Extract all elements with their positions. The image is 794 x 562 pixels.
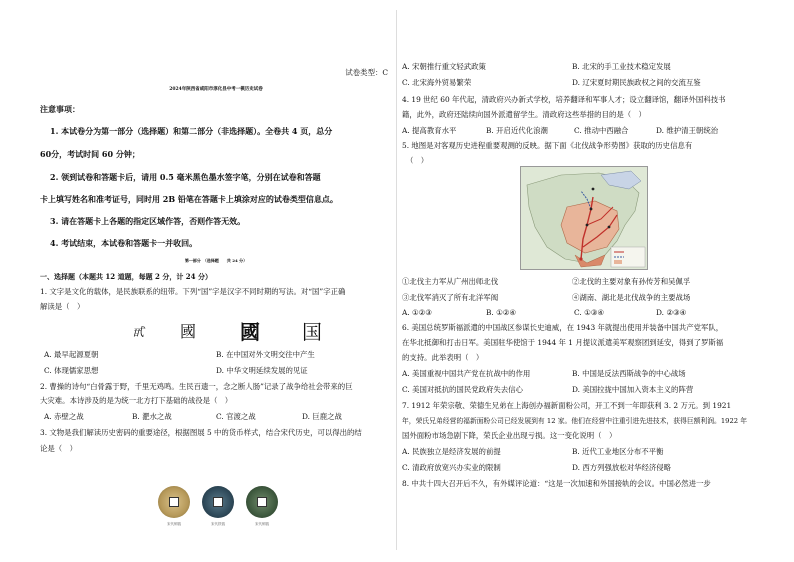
option: D. 中华文明延续发展的见证 <box>216 366 308 375</box>
coin-caption: 宋代铁钱 <box>211 522 225 526</box>
glyph-oracle: 甙 <box>132 325 145 339</box>
option: B. 北宋的手工业技术稳定发展 <box>572 62 671 71</box>
q5-stem: （ ） <box>406 156 429 165</box>
q7-stem: 年，荣氏兄弟经营的福新面粉公司已经发展到有 12 家。他们在经营中注重引进先进技术，获得巨额利润。1922 年 <box>402 417 748 425</box>
exam-title: 2024年陕西省咸阳市淳化县中考一模历史试卷 <box>169 87 263 92</box>
note-line: 3. 请在答题卡上各题的指定区域作答，否则作答无效。 <box>50 216 246 226</box>
q8-stem: 8. 中共十四大召开后不久，有外媒评论道：“这是一次加速和外国接轨的会议。中国必然进一步 <box>402 479 711 488</box>
option: D. ②③④ <box>656 308 687 317</box>
coin-caption: 宋代铜钱 <box>167 522 181 526</box>
section-heading: 一、选择题（本题共 12 道题，每题 2 分，计 24 分） <box>40 272 212 281</box>
option: A. 民族独立是经济发展的前提 <box>402 447 501 456</box>
note-line: 4. 考试结束，本试卷和答题卡一并收回。 <box>50 238 198 248</box>
q5-stem: 5. 地图是对客观历史进程重要观测的反映。据下面《北伐战争形势图》获取的历史信息有 <box>402 141 693 150</box>
paper-type: 试卷类型：C <box>345 68 388 77</box>
option: A. 提高教育水平 <box>402 126 457 135</box>
q6-stem: 6. 美国总统罗斯福派遣的中国战区参谋长史迪威，在 1943 年就提出使用并装备中国共产党军队， <box>402 323 724 332</box>
note-line: 1. 本试卷分为第一部分（选择题）和第二部分（非选择题）。全卷共 4 页，总分 <box>50 126 333 136</box>
q2-stem: 2. 曹操的诗句“白骨露于野，千里无鸡鸣。生民百遗一，念之断人肠”记录了战争给社会带来的巨 <box>40 382 353 391</box>
map-graphic <box>521 167 648 270</box>
statement: ①北伐主力军从广州出师北伐 <box>402 277 499 286</box>
q1-stem: 解读是（ ） <box>40 302 85 311</box>
option: C. 清政府放宽兴办实业的限制 <box>402 463 501 472</box>
coin-images <box>158 486 288 530</box>
q1-stem: 1. 文字是文化的载体，是民族联系的纽带。下列“国”字是汉字不同时期的写法。对“国”字正确 <box>40 287 346 296</box>
q3-stem: 3. 文物是我们解读历史密码的重要途径，根据图展 5 中的货币样式，结合宋代历史，可以得出的结 <box>40 428 362 437</box>
part1-heading: 第一部分 （选择题 共 24 分） <box>184 258 248 263</box>
statement: ④湖南、湖北是北伐战争的主要战场 <box>572 293 691 302</box>
option: C. 体现儒家思想 <box>44 366 99 375</box>
option: C. 美国对抵抗的国民党政府失去信心 <box>402 385 523 394</box>
option: A. 宋朝推行重文轻武政策 <box>402 62 486 71</box>
q7-stem: 国外面粉市场急剧下降，荣氏企业出现亏损。这一变化说明（ ） <box>402 431 617 440</box>
coin-hole <box>213 497 223 507</box>
coin-hole <box>257 497 267 507</box>
note-line: 60分，考试时间 60 分钟； <box>40 149 140 159</box>
statement: ③北伐军消灭了所有北洋军阀 <box>402 293 499 302</box>
note-line: 2. 领到试卷和答题卡后，请用 0.5 毫米黑色墨水签字笔，分别在试卷和答题 <box>50 172 321 182</box>
note-line: 卡上填写姓名和准考证号，同时用 2B 铅笔在答题卡上填涂对应的试卷类型信息点。 <box>40 194 338 204</box>
option: C. ①③④ <box>574 308 604 317</box>
option: A. ①②③ <box>402 308 432 317</box>
glyph-traditional: 國 <box>240 320 260 344</box>
option: A. 最早起源夏朝 <box>44 350 99 359</box>
q6-stem: 在华北抵御和打击日军。美国驻华使馆于 1944 年 1 月提议派遣美军观察团到延安，得到了罗斯福 <box>402 338 724 347</box>
option: A. 赤壁之战 <box>44 412 84 421</box>
option: B. 淝水之战 <box>132 412 172 421</box>
option: B. 开启近代化浪潮 <box>486 126 548 135</box>
q3-stem: 论是（ ） <box>40 444 77 453</box>
option: C. 推动中西融合 <box>574 126 629 135</box>
option: B. ①②④ <box>486 308 517 317</box>
option: D. 西方列强放松对华经济侵略 <box>572 463 672 472</box>
coin-hole <box>169 497 179 507</box>
q4-stem: 籍，此外，政府还陆续向国外派遣留学生。清政府这些举措的目的是（ ） <box>402 110 646 119</box>
option: D. 维护清王朝统治 <box>656 126 719 135</box>
coin-image <box>246 486 278 518</box>
option: D. 美国拉拢中国加入资本主义的阵营 <box>572 385 694 394</box>
option: B. 近代工业地区分布不平衡 <box>572 447 664 456</box>
coin-caption: 宋代铜钱 <box>255 522 269 526</box>
coin-image <box>158 486 190 518</box>
right-column <box>402 0 758 562</box>
q7-stem: 7. 1912 年荣宗敬、荣德生兄弟在上海创办福新面粉公司，开工不到一年即获利 3. 2 万元。到 1921 <box>402 401 732 410</box>
northern-expedition-map <box>520 166 648 270</box>
option: D. 辽宋夏时期民族政权之间的交流互鉴 <box>572 78 701 87</box>
coin-image <box>202 486 234 518</box>
glyph-bronze: 國 <box>180 322 197 341</box>
option: D. 巨鹿之战 <box>302 412 342 421</box>
option: B. 在中国对外文明交往中产生 <box>216 350 315 359</box>
glyph-simplified: 国 <box>302 320 322 344</box>
option: A. 美国重视中国共产党在抗战中的作用 <box>402 369 531 378</box>
option: C. 北宋海外贸易繁荣 <box>402 78 472 87</box>
q2-stem: 大灾难。本诗涉及的是为统一北方打下基础的战役是（ ） <box>40 396 233 405</box>
statement: ②北伐的主要对象有孙传芳和吴佩孚 <box>572 277 691 286</box>
guo-glyphs <box>40 318 392 348</box>
notes-heading: 注意事项： <box>40 104 80 114</box>
option: B. 中国是反法西斯战争的中心战场 <box>572 369 686 378</box>
q6-stem: 的支持。此举表明（ ） <box>402 353 484 362</box>
left-column <box>40 0 392 562</box>
option: C. 官渡之战 <box>216 412 256 421</box>
column-divider <box>396 10 397 550</box>
q4-stem: 4. 19 世纪 60 年代起，清政府兴办新式学校，培养翻译和军事人才；设立翻译馆，翻译外国科技书 <box>402 95 726 104</box>
